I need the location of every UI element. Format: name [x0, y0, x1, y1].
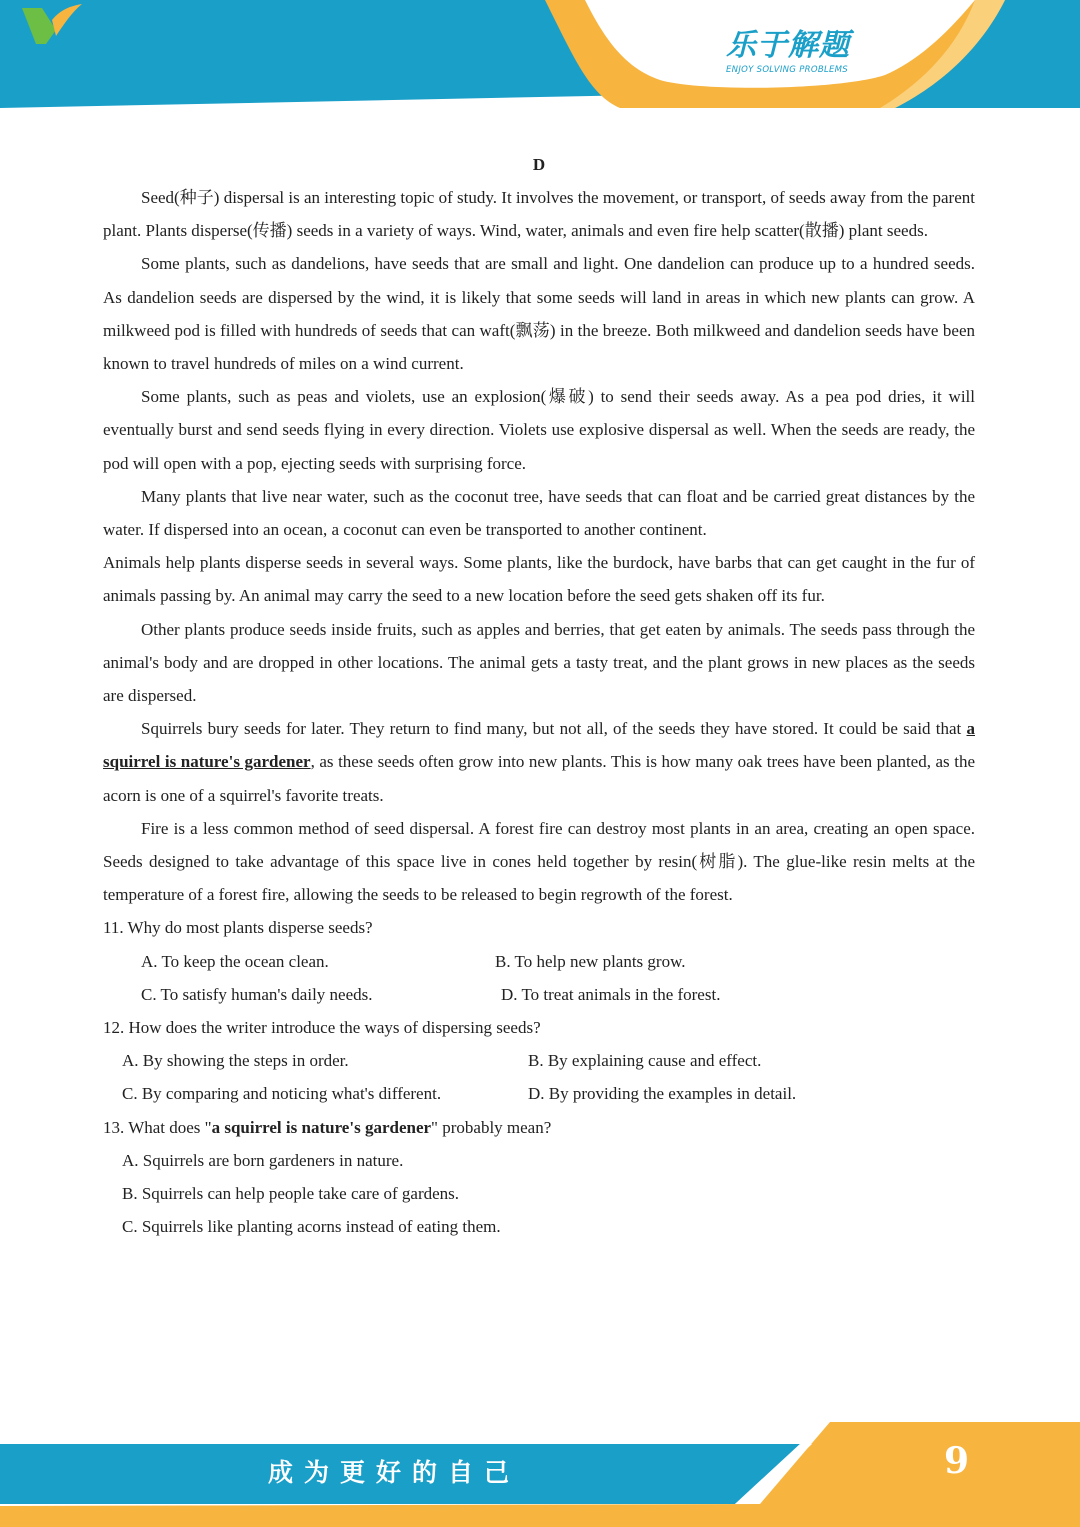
question-12-option-b: B. By explaining cause and effect. [528, 1051, 762, 1071]
question-12-option-d: D. By providing the examples in detail. [528, 1084, 797, 1104]
question-11-options-row1 [103, 945, 975, 978]
brand-logo [726, 20, 850, 75]
paragraph-4: Many plants that live near water, such as the coconut tree, have seeds that can float and be carried great distances by the water. If dispersed into an ocean, a coconut can even be transported to another continent. [103, 486, 975, 540]
question-13-option-c: C. Squirrels like planting acorns instead of eating them. [122, 1217, 501, 1237]
paragraph-5: Animals help plants disperse seeds in several ways. Some plants, like the burdock, have barbs that can get caught in the fur of animals passing by. An animal may carry the seed to a new location before the seed gets shaken off its fur. [103, 553, 975, 606]
page-number: 9 [944, 1440, 970, 1482]
logo-icon [0, 0, 82, 46]
question-11-option-d: D. To treat animals in the forest. [501, 984, 721, 1004]
paragraph-3: Some plants, such as peas and violets, use an explosion(爆破) to send their seeds away. As a pea pod dries, it will eventually burst and send seeds flying in every direction. Violets use explosive dispersal as well. When the seeds are ready, the pod will open with a pop, ejecting seeds with surprising force. [103, 387, 975, 473]
footer-banner-graphic [0, 1422, 1080, 1527]
brand-name-cn: 乐于解题 [726, 28, 850, 63]
paragraph-6: Other plants produce seeds inside fruits, such as apples and berries, that get eaten by animals. The seeds pass through the animal's body and are dropped in other locations. The animal gets a tasty treat, and the plant grows in new places as the seeds are dispersed. [103, 619, 975, 706]
question-13-stem-bold: a squirrel is nature's gardener [211, 1117, 432, 1137]
question-13-option-b: B. Squirrels can help people take care of gardens. [122, 1184, 460, 1204]
question-13-stem [103, 1111, 975, 1144]
squirrel-text-before: Squirrels bury seeds for later. They return to find many, but not all, of the seeds they have stored. It could be said that [141, 719, 967, 739]
question-12-options-row1 [103, 1044, 975, 1077]
question-11-option-a: A. To keep the ocean clean. [141, 951, 329, 971]
brand-tagline-en: ENJOY SOLVING PROBLEMS [726, 65, 848, 75]
question-13-stem-before: 13. What does " [103, 1117, 212, 1137]
question-11-option-b: B. To help new plants grow. [495, 951, 686, 971]
question-11-stem: 11. Why do most plants disperse seeds? [103, 918, 373, 938]
footer-slogan: 成为更好的自己 [268, 1458, 521, 1487]
question-11-options-row2 [103, 978, 975, 1011]
question-12-option-c: C. By comparing and noticing what's different. [122, 1084, 442, 1104]
paragraph-2: Some plants, such as dandelions, have seeds that are small and light. One dandelion can produce up to a hundred seeds. As dandelion seeds are dispersed by the wind, it is likely that some seeds will land in areas in which new plants can grow. A milkweed pod is filled with hundreds of seeds that can waft(飘荡) in the breeze. Both milkweed and dandelion seeds have been known to travel hundreds of miles on a wind current. [103, 254, 975, 374]
header-banner-graphic [0, 0, 1080, 108]
page-header [0, 0, 1080, 108]
question-12-stem: 12. How does the writer introduce the ways of dispersing seeds? [103, 1018, 541, 1038]
squirrel-highlight: a squirrel is nature's gardener [103, 719, 975, 772]
squirrel-text-after: , as these seeds often grow into new plants. This is how many oak trees have been planted, as the acorn is one of a squirrel's favorite treats. [103, 752, 975, 805]
question-12-options-row2 [103, 1077, 975, 1110]
question-11-option-c: C. To satisfy human's daily needs. [141, 984, 373, 1004]
passage-content [103, 148, 975, 1244]
question-12-option-a: A. By showing the steps in order. [122, 1051, 349, 1071]
section-letter: D [532, 155, 546, 174]
page-footer [0, 1422, 1080, 1527]
paragraph-fire: Fire is a less common method of seed dispersal. A forest fire can destroy most plants in an area, creating an open space. Seeds designed to take advantage of this space live in cones held together by resin(树脂). The glue-like resin melts at the temperature of a forest fire, allowing the seeds to be released to begin regrowth of the forest. [103, 818, 975, 905]
question-13-stem-after: " probably mean? [431, 1117, 552, 1137]
paragraph-squirrel [103, 712, 975, 812]
question-13-option-a: A. Squirrels are born gardeners in nature. [122, 1150, 404, 1170]
paragraph-1: Seed(种子) dispersal is an interesting topic of study. It involves the movement, or transport, of seeds away from the parent plant. Plants disperse(传播) seeds in a variety of ways. Wind, water, animals and even fire help scatter(散播) plant seeds. [103, 188, 975, 241]
